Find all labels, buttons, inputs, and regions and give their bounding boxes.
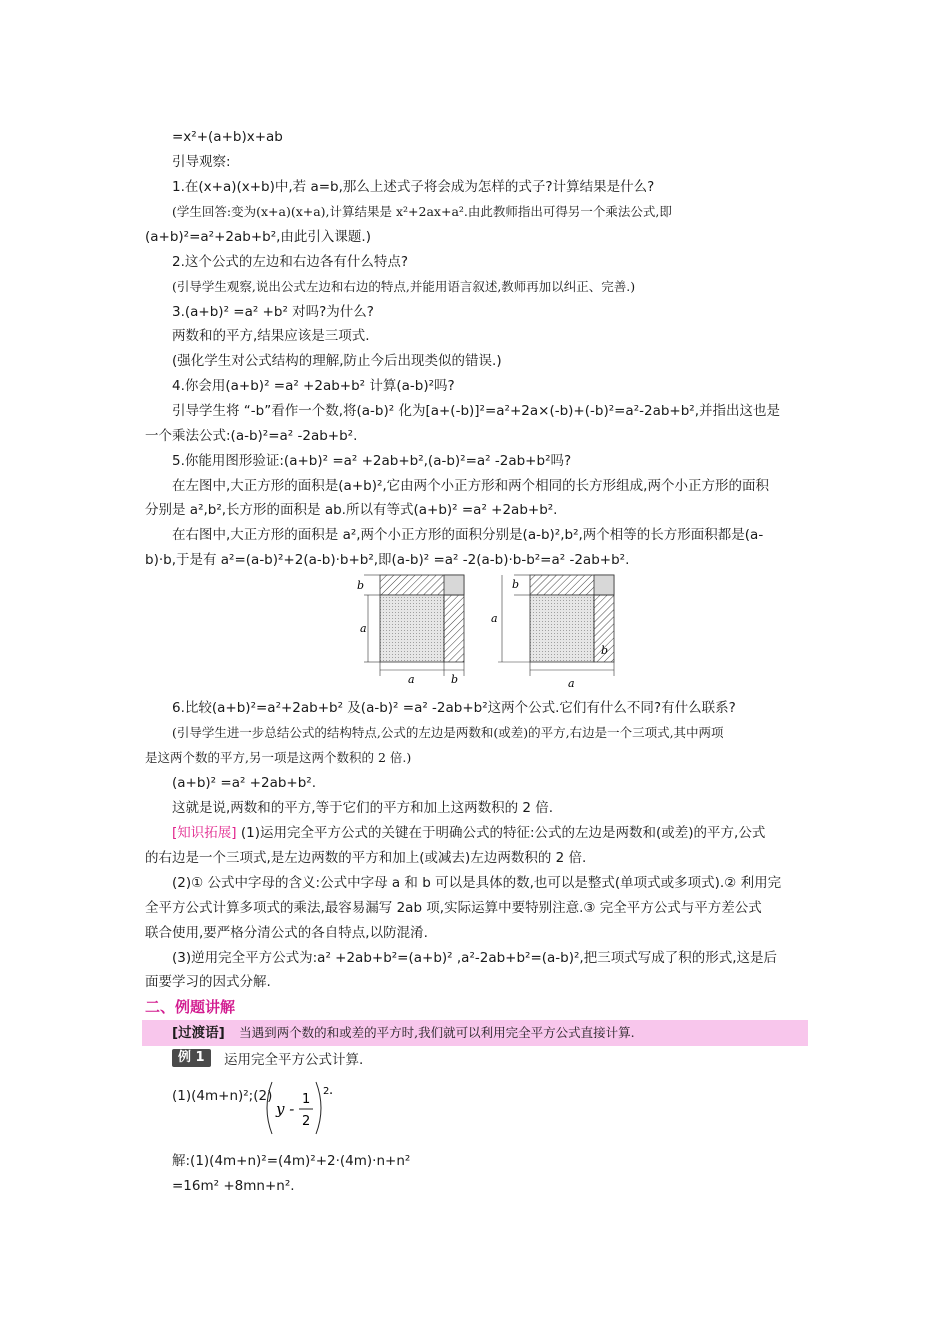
- text-line: 联合使用,要严格分清公式的各自特点,以防混淆.: [145, 925, 428, 941]
- text-line: 3.(a+b)² =a² +b² 对吗?为什么?: [172, 304, 374, 320]
- square-diagram: [340, 572, 630, 692]
- text-line: 1.在(x+a)(x+b)中,若 a=b,那么上述式子将会成为怎样的式子?计算结果是什么?: [172, 179, 655, 195]
- example-label: 例 1: [172, 1049, 211, 1067]
- text-line: 分别是 a²,b²,长方形的面积是 ab.所以有等式(a+b)² =a² +2ab+b².: [145, 502, 558, 518]
- text-line: b)·b,于是有 a²=(a-b)²+2(a-b)·b+b²,即(a-b)² =a² -2(a-b)·b-b²=a² -2ab+b².: [145, 552, 630, 568]
- transition-tag: [过渡语]: [172, 1025, 225, 1041]
- diagram-label: b: [451, 673, 459, 686]
- text-span: (1)运用完全平方公式的关键在于明确公式的特征:公式的左边是两数和(或差)的平方,公式: [236, 825, 766, 841]
- text-line: 4.你会用(a+b)² =a² +2ab+b² 计算(a-b)²吗?: [172, 378, 455, 394]
- text-line: (强化学生对公式结构的理解,防止今后出现类似的错误.): [172, 353, 502, 369]
- left-square: [364, 575, 464, 676]
- exponent: 2: [323, 1086, 330, 1097]
- text-line: 6.比较(a+b)²=a²+2ab+b² 及(a-b)² =a² -2ab+b²这两个公式.它们有什么不同?有什么联系?: [172, 700, 736, 716]
- text-line: (1)(4m+n)²;(2): [172, 1088, 273, 1104]
- text-line: 面要学习的因式分解.: [145, 974, 271, 990]
- text-line: 运用完全平方公式计算.: [224, 1052, 364, 1068]
- expression-variable: y -: [276, 1100, 295, 1118]
- text-line: 是这两个数的平方,另一项是这两个数积的 2 倍.): [145, 750, 412, 765]
- diagram-label: b: [512, 578, 520, 591]
- text-line: 的右边是一个三项式,是左边两数的平方和加上(或减去)左边两数积的 2 倍.: [145, 850, 587, 866]
- transition-line: [172, 1023, 635, 1043]
- text-line: 在右图中,大正方形的面积是 a²,两个小正方形的面积分别是(a-b)²,b²,两个相等的长方形面积都是(a-: [172, 527, 764, 543]
- knowledge-tag: [知识拓展]: [172, 825, 237, 841]
- diagram-label: a: [360, 622, 367, 635]
- text-line: [172, 823, 765, 843]
- fraction-expression: [264, 1078, 344, 1138]
- text-line: 2.这个公式的左边和右边各有什么特点?: [172, 254, 409, 270]
- diagram-label: a: [491, 612, 498, 625]
- text-line: (学生回答:变为(x+a)(x+a),计算结果是 x²+2ax+a².由此教师指出可得另一个乘法公式,即: [172, 204, 672, 219]
- fraction-denominator: 2: [302, 1114, 311, 1129]
- fraction-numerator: 1: [302, 1092, 311, 1107]
- text-line: (a+b)²=a²+2ab+b²,由此引入课题.): [145, 229, 371, 245]
- text-line: 在左图中,大正方形的面积是(a+b)²,它由两个小正方形和两个相同的长方形组成,两个小正方形的面积: [172, 478, 769, 494]
- text-line: 这就是说,两数和的平方,等于它们的平方和加上这两数积的 2 倍.: [172, 800, 554, 816]
- text-line: 5.你能用图形验证:(a+b)² =a² +2ab+b²,(a-b)²=a² -2ab+b²吗?: [172, 453, 572, 469]
- transition-text: 当遇到两个数的和或差的平方时,我们就可以利用完全平方公式直接计算.: [239, 1025, 635, 1040]
- text-line: (2)① 公式中字母的含义:公式中字母 a 和 b 可以是具体的数,也可以是整式(单项式或多项式).② 利用完: [172, 875, 782, 891]
- text-line: (引导学生进一步总结公式的结构特点,公式的左边是两数和(或差)的平方,右边是一个三项式,其中两项: [172, 725, 724, 740]
- text-line: 全平方公式计算多项式的乘法,最容易漏写 2ab 项,实际运算中要特别注意.③ 完全平方公式与平方差公式: [145, 900, 762, 916]
- text-line: =x²+(a+b)x+ab: [172, 129, 283, 145]
- expression-period: .: [329, 1083, 334, 1098]
- diagram-label: a: [568, 677, 575, 690]
- diagram-label: b: [357, 579, 365, 592]
- text-line: =16m² +8mn+n².: [172, 1178, 295, 1194]
- section-heading: 二、例题讲解: [145, 998, 236, 1016]
- text-line: 一个乘法公式:(a-b)²=a² -2ab+b².: [145, 428, 358, 444]
- text-line: 两数和的平方,结果应该是三项式.: [172, 328, 370, 344]
- text-line: 引导观察:: [172, 154, 231, 170]
- diagram-label: b: [601, 644, 609, 657]
- text-line: 解:(1)(4m+n)²=(4m)²+2·(4m)·n+n²: [172, 1153, 411, 1169]
- diagram-label: a: [408, 673, 415, 686]
- text-line: (a+b)² =a² +2ab+b².: [172, 775, 317, 791]
- text-line: (3)逆用完全平方公式为:a² +2ab+b²=(a+b)² ,a²-2ab+b²=(a-b)²,把三项式写成了积的形式,这是后: [172, 950, 778, 966]
- text-line: (引导学生观察,说出公式左边和右边的特点,并能用语言叙述,教师再加以纠正、完善.): [172, 279, 636, 294]
- text-line: 引导学生将 “-b”看作一个数,将(a-b)² 化为[a+(-b)]²=a²+2a×(-b)+(-b)²=a²-2ab+b²,并指出这也是: [172, 403, 781, 419]
